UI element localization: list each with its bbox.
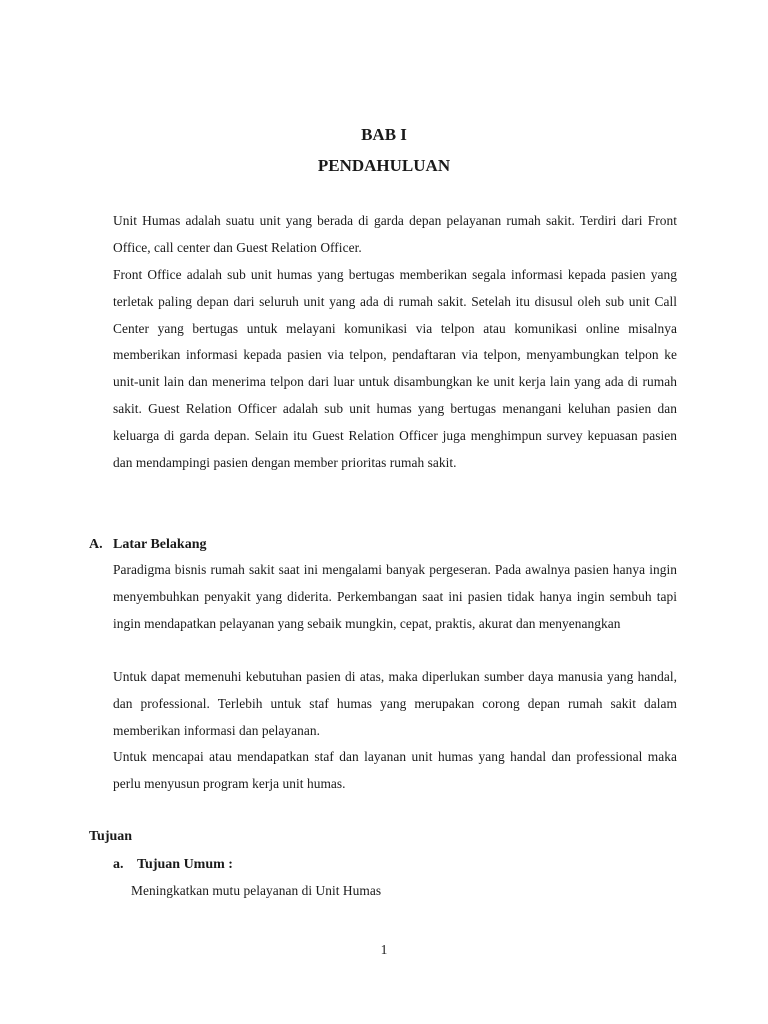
tujuan-umum-title: Tujuan Umum : — [137, 857, 233, 872]
tujuan-umum-heading — [113, 855, 233, 875]
page-number: 1 — [380, 942, 388, 957]
tujuan-heading: Tujuan — [89, 829, 133, 844]
intro-paragraph-1: Unit Humas adalah suatu unit yang berada di garda depan pelayanan rumah sakit. Terdiri dari Front Office, call center dan Guest Relation Officer. — [113, 213, 677, 255]
latar-belakang-paragraph-2: Untuk dapat memenuhi kebutuhan pasien di atas, maka diperlukan sumber daya manusia yang handal, dan professional. Terlebih untuk staf humas yang merupakan corong depan rumah sakit dalam memberikan informasi dan pelayanan. — [113, 669, 677, 738]
section-a-number: A. — [89, 537, 103, 552]
tujuan-umum-number: a. — [113, 857, 124, 872]
tujuan-umum-text: Meningkatkan mutu pelayanan di Unit Humas — [131, 883, 382, 898]
intro-paragraph-2: Front Office adalah sub unit humas yang bertugas memberikan segala informasi kepada pasien yang terletak paling depan dari seluruh unit yang ada di rumah sakit. Setelah itu disusul oleh sub unit Call Center yang bertugas untuk melayani komunikasi via telpon atau komunikasi online misalnya memberikan informasi kepada pasien via telpon, pendaftaran via telpon, menyambungkan telpon ke unit-unit lain dan menerima telpon dari luar untuk disambungkan ke unit kerja lain yang ada di rumah sakit. Guest Relation Officer adalah sub unit humas yang bertugas menangani keluhan pasien dan keluarga di garda depan. Selain itu Guest Relation Officer juga menghimpun survey kepuasan pasien dan mendampingi pasien dengan member prioritas rumah sakit. — [113, 267, 677, 470]
latar-belakang-paragraph-1: Paradigma bisnis rumah sakit saat ini mengalami banyak pergeseran. Pada awalnya pasien hanya ingin menyembuhkan penyakit yang diderita. Perkembangan saat ini pasien tidak hanya ingin sembuh tapi ingin mendapatkan pelayanan yang sebaik mungkin, cepat, praktis, akurat dan menyenangkan — [113, 562, 677, 631]
chapter-number: BAB I — [361, 125, 407, 144]
section-a-heading — [89, 535, 206, 555]
section-a-title: Latar Belakang — [113, 537, 207, 552]
chapter-title: PENDAHULUAN — [317, 156, 451, 175]
latar-belakang-paragraph-3: Untuk mencapai atau mendapatkan staf dan layanan unit humas yang handal dan professional maka perlu menyusun program kerja unit humas. — [113, 749, 677, 791]
